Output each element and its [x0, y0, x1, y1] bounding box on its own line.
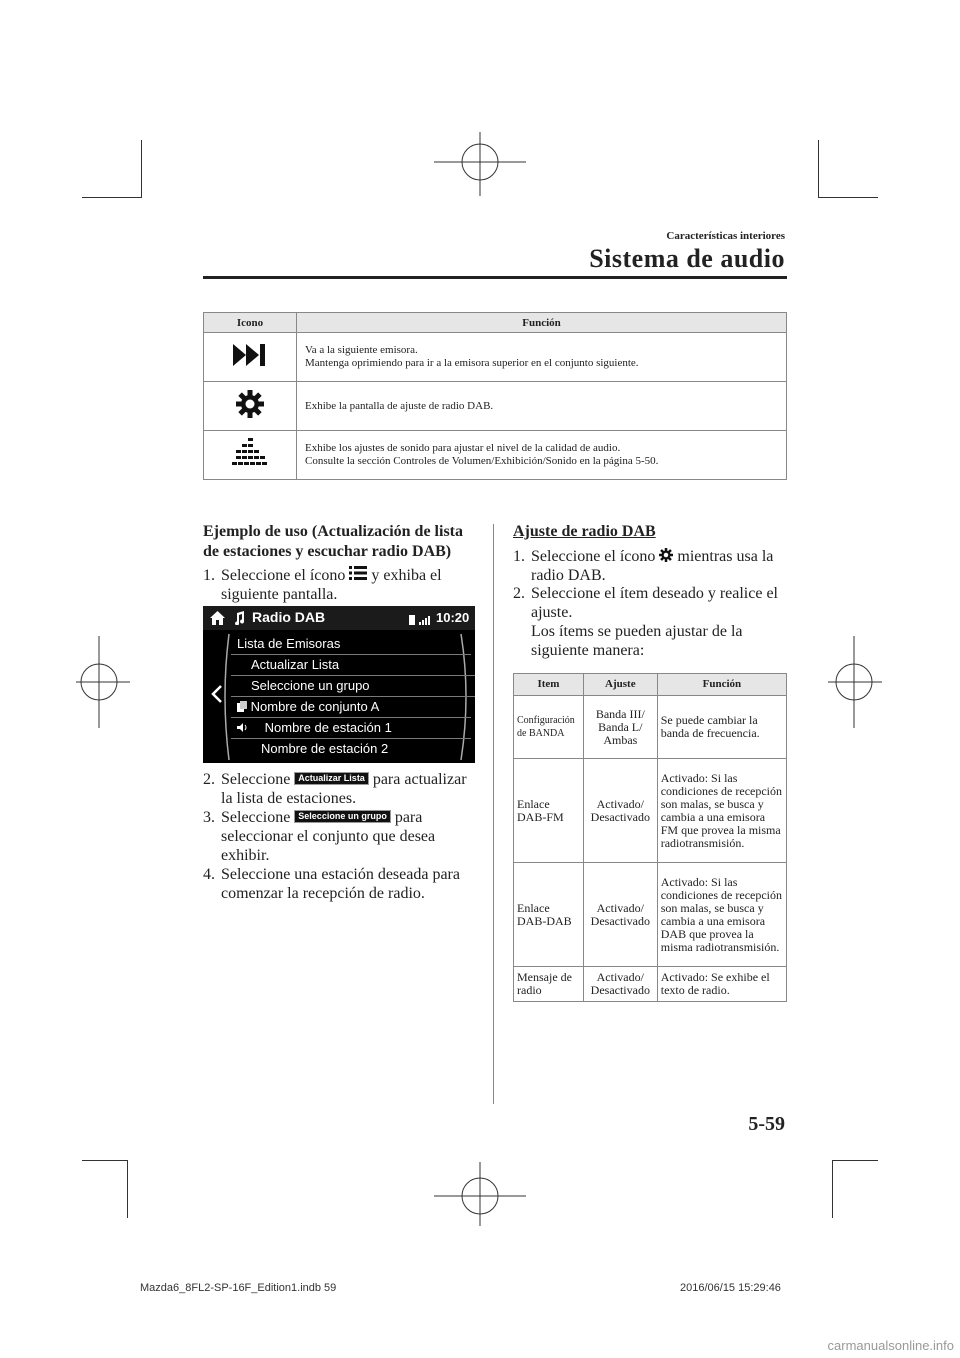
music-note-icon: [233, 611, 245, 625]
table-row: Enlace DAB-DAB Activado/ Desactivado Activado: Si las condiciones de recepción son malas, se busca y cambia a una emisora DAB que provea la misma radiotransmisión.: [514, 863, 787, 967]
ajuste-heading: Ajuste de radio DAB: [513, 523, 656, 540]
step-3: 3. Seleccione Seleccione un grupo para seleccionar el conjunto que desea exhibir.: [203, 809, 436, 864]
table-row: [204, 382, 787, 431]
watermark[interactable]: carmanualsonline.info: [827, 1338, 954, 1353]
function-text: Exhibe los ajustes de sonido para ajustar el nivel de la calidad de audio.: [305, 442, 621, 454]
speaker-icon: [237, 722, 249, 733]
header-rule: [203, 276, 787, 279]
table-row: Configuración de BANDA Banda III/ Banda L/ Ambas Se puede cambiar la banda de frecuencia.: [514, 696, 787, 759]
section-subtitle: Características interiores: [666, 230, 785, 242]
table-row: [204, 431, 787, 480]
registration-mark-right: [828, 636, 882, 728]
ensemble-icon: [237, 701, 247, 712]
footer-date: 2016/06/15 15:29:46: [680, 1282, 781, 1294]
table-row: Mensaje de radio Activado/ Desactivado Activado: Se exhibe el texto de radio.: [514, 967, 787, 1002]
footer-file: Mazda6_8FL2-SP-16F_Edition1.indb 59: [140, 1282, 337, 1294]
list-item: Lista de Emisoras: [231, 634, 471, 655]
col-header-item: Item: [514, 674, 584, 696]
step-2: 2. Seleccione Actualizar Lista para actualizar la lista de estaciones.: [203, 771, 467, 807]
step-1: 1. Seleccione el ícono y exhiba el siguiente pantalla.: [203, 567, 442, 603]
col-header-funcion: Función: [657, 674, 786, 696]
list-item[interactable]: Seleccione un grupo: [231, 676, 475, 697]
section-title: Sistema de audio: [589, 244, 785, 273]
step-4: 4. Seleccione una estación deseada para comenzar la recepción de radio.: [203, 866, 460, 902]
home-icon[interactable]: [210, 611, 225, 625]
gear-icon: [236, 390, 264, 418]
col-header-function: Función: [297, 313, 787, 333]
actualizar-lista-button-ref: Actualizar Lista: [294, 772, 369, 785]
list-item[interactable]: Actualizar Lista: [231, 655, 475, 676]
table-row: [204, 333, 787, 382]
column-divider: [493, 524, 494, 1104]
function-text: Exhibe la pantalla de ajuste de radio DAB.: [305, 399, 494, 412]
list-item[interactable]: Nombre de estación 1: [231, 718, 471, 739]
list-icon: [349, 566, 367, 580]
icon-function-table: [203, 312, 787, 480]
screen-time: 10:20: [436, 610, 470, 625]
example-heading: Ejemplo de uso (Actualización de lista de estaciones y escuchar radio DAB): [203, 523, 463, 560]
registration-mark-top: [434, 132, 526, 196]
page-number: 5-59: [748, 1113, 785, 1135]
function-text: Consulte la sección Controles de Volumen/Exhibición/Sonido en la página 5-50.: [305, 455, 659, 467]
equalizer-icon: [232, 438, 268, 468]
seleccione-grupo-button-ref: Seleccione un grupo: [294, 810, 391, 823]
registration-mark-bottom: [434, 1162, 526, 1226]
ajuste-step-2: 2. Seleccione el ítem deseado y realice el ajuste. Los ítems se pueden ajustar de la siguiente manera:: [513, 585, 778, 659]
function-text: Mantenga oprimiendo para ir a la emisora superior en el conjunto siguiente.: [305, 357, 639, 369]
col-header-ajuste: Ajuste: [583, 674, 657, 696]
gear-icon: [659, 548, 673, 562]
signal-icon: [409, 610, 431, 626]
radio-dab-screen: [203, 606, 475, 763]
ajuste-step-1: 1. Seleccione el ícono mientras usa la radio DAB.: [513, 548, 774, 584]
col-header-icon: Icono: [204, 313, 297, 333]
screen-topbar: [203, 606, 475, 630]
skip-forward-icon: [233, 344, 267, 366]
registration-mark-left: [76, 636, 130, 728]
list-item[interactable]: Nombre de conjunto A: [231, 697, 471, 718]
settings-table: [513, 673, 787, 1002]
list-item[interactable]: Nombre de estación 2: [261, 741, 389, 756]
table-row: Enlace DAB-FM Activado/ Desactivado Activado: Si las condiciones de recepción son malas, se busca y cambia a una emisora FM que provea la misma radiotransmisión.: [514, 759, 787, 863]
function-text: Va a la siguiente emisora.: [305, 344, 418, 356]
screen-title: Radio DAB: [252, 609, 326, 625]
